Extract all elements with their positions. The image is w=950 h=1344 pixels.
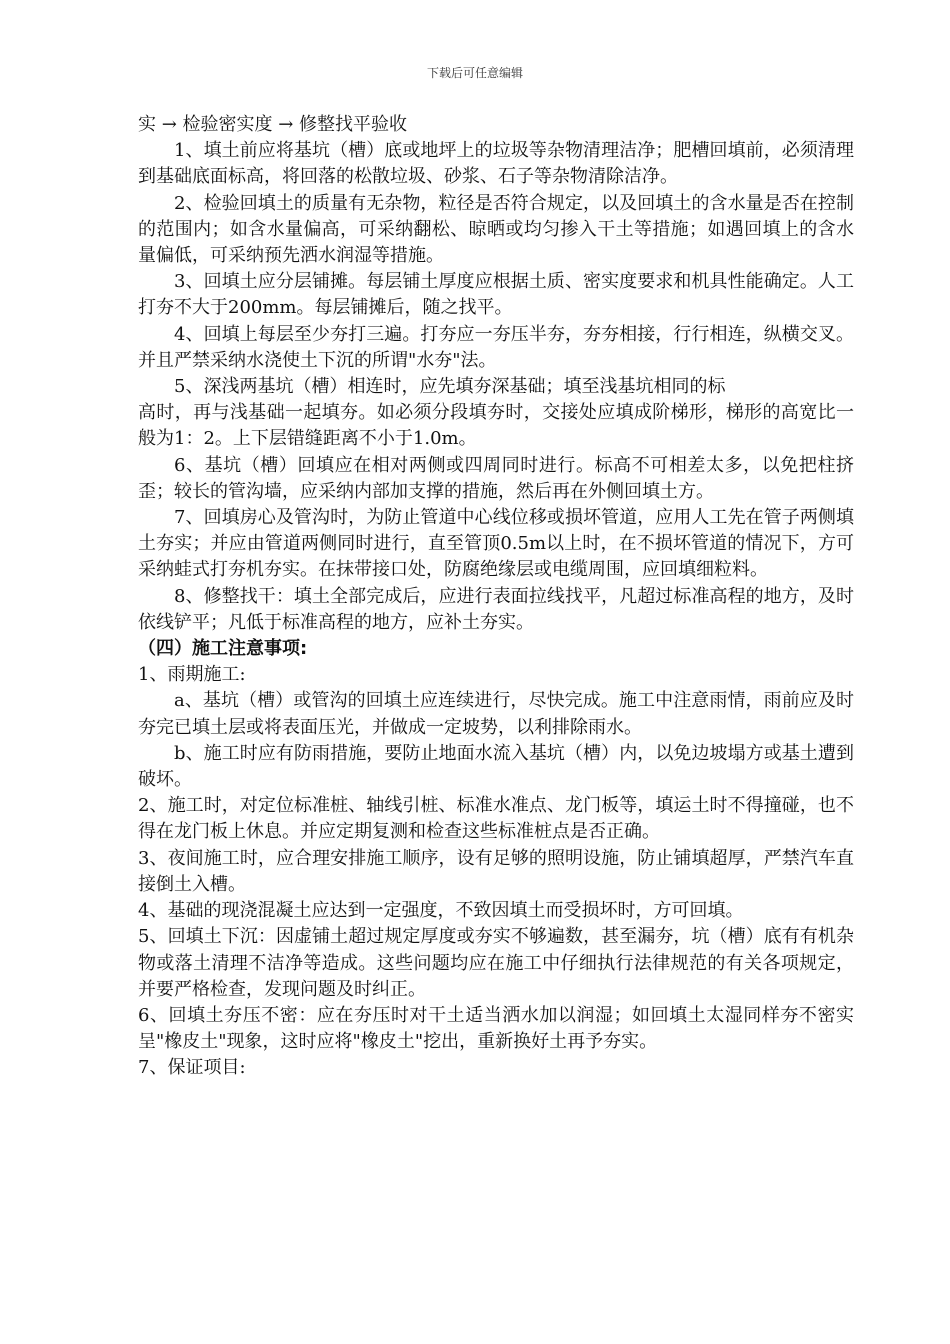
paragraph-1: 1、填土前应将基坑（槽）底或地坪上的垃圾等杂物清理洁净；肥槽回填前，必须清理到基础底面标高，将回落的松散垃圾、砂浆、石子等杂物清除洁净。	[138, 140, 854, 188]
note-2: 2、施工时，对定位标准桩、轴线引桩、标准水准点、龙门板等，填运土时不得撞碰，也不得在龙门板上休息。并应定期复测和检查这些标准桩点是否正确。	[138, 795, 854, 843]
paragraph-5-continued: 高时，再与浅基础一起填夯。如必须分段填夯时，交接处应填成阶梯形，梯形的高宽比一般为1：2。上下层错缝距离不小于1.0m。	[138, 402, 854, 450]
note-1: 1、雨期施工:	[138, 664, 246, 686]
paragraph-2: 2、检验回填土的质量有无杂物，粒径是否符合规定，以及回填土的含水量是否在控制的范围内；如含水量偏高，可采纳翻松、晾晒或均匀掺入干土等措施；如遇回填上的含水量偏低，可采纳预先洒水润湿等措施。	[138, 192, 854, 267]
note-6: 6、回填土夯压不密：应在夯压时对干土适当洒水加以润湿；如回填土太湿同样夯不密实呈"橡皮土"现象，这时应将"橡皮土"挖出，重新换好土再予夯实。	[138, 1004, 854, 1053]
document-body	[138, 112, 854, 1082]
process-flow-line: 实 → 检验密实度 → 修整找平验收	[138, 114, 408, 135]
paragraph-7: 7、回填房心及管沟时，为防止管道中心线位移或损坏管道，应用人工先在管子两侧填土夯实；并应由管道两侧同时进行，直至管顶0.5m以上时，在不损坏管道的情况下，方可采纳蛙式打夯机夯实。在抹带接口处，防腐绝缘层或电缆周围，应回填细粒料。	[138, 507, 854, 581]
paragraph-5-start: 5、深浅两基坑（槽）相连时，应先填夯深基础；填至浅基坑相同的标	[174, 376, 726, 398]
note-5: 5、回填土下沉：因虚铺土超过规定厚度或夯实不够遍数，甚至漏夯，坑（槽）底有有机杂物或落土清理不洁净等造成。这些问题均应在施工中仔细执行法律规范的有关各项规定，并要严格检查，发现问题及时纠正。	[138, 926, 854, 1000]
paragraph-6: 6、基坑（槽）回填应在相对两侧或四周同时进行。标高不可相差太多，以免把柱挤歪；较长的管沟墙，应采纳内部加支撑的措施，然后再在外侧回填土方。	[138, 454, 854, 502]
note-1b: b、施工时应有防雨措施，要防止地面水流入基坑（槽）内，以免边坡塌方或基土遭到破坏。	[138, 742, 854, 791]
page-header: 下载后可任意编辑	[426, 66, 523, 80]
paragraph-3: 3、回填土应分层铺摊。每层铺土厚度应根据土质、密实度要求和机具性能确定。人工打夯不大于200mm。每层铺摊后，随之找平。	[138, 271, 854, 319]
section-heading-4: （四）施工注意事项:	[138, 638, 308, 660]
note-3: 3、夜间施工时，应合理安排施工顺序，设有足够的照明设施，防止铺填超厚，严禁汽车直接倒土入槽。	[138, 847, 854, 895]
note-7: 7、保证项目:	[138, 1057, 246, 1079]
paragraph-4: 4、回填上每层至少夯打三遍。打夯应一夯压半夯，夯夯相接，行行相连，纵横交叉。并且严禁采纳水浇使土下沉的所谓"水夯"法。	[138, 323, 854, 371]
note-1a: a、基坑（槽）或管沟的回填土应连续进行，尽快完成。施工中注意雨情，雨前应及时夯完已填土层或将表面压光，并做成一定坡势，以利排除雨水。	[138, 690, 854, 738]
note-4: 4、基础的现浇混凝土应达到一定强度，不致因填土而受损坏时，方可回填。	[138, 900, 744, 922]
paragraph-8: 8、修整找干：填土全部完成后，应进行表面拉线找平，凡超过标准高程的地方，及时依线铲平；凡低于标准高程的地方，应补土夯实。	[138, 585, 854, 633]
